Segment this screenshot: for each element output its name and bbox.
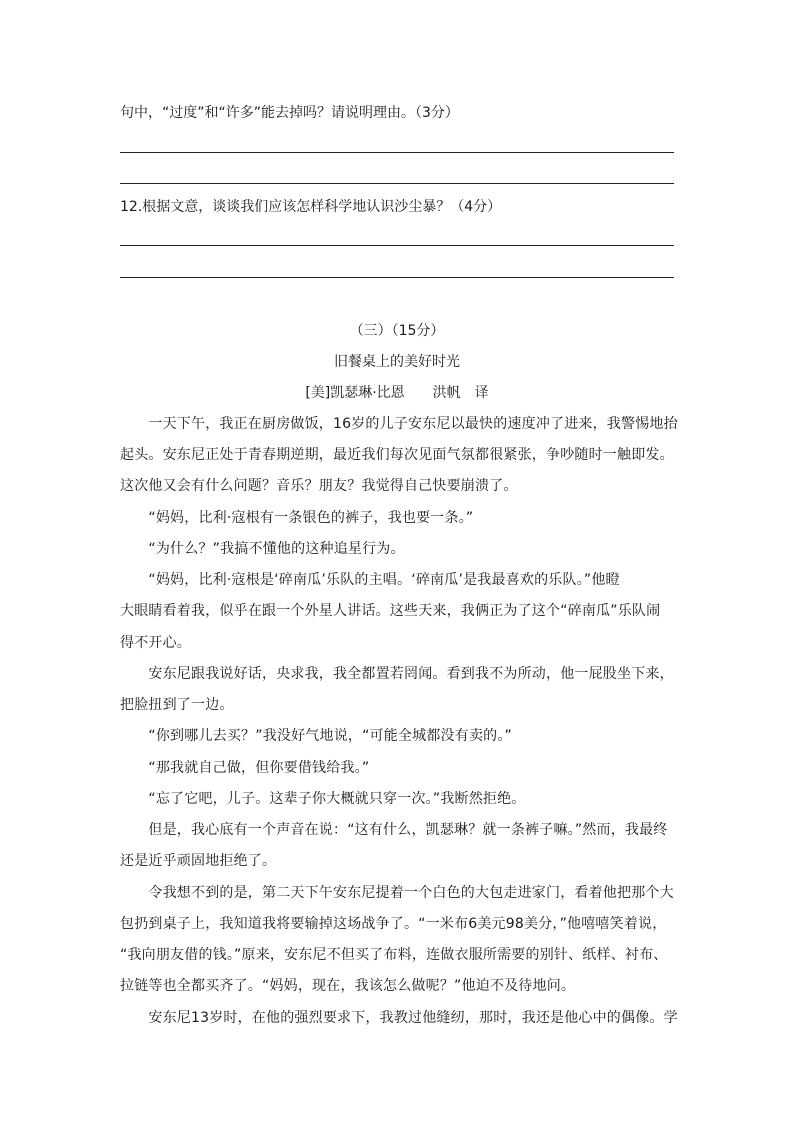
body-line: 安东尼13岁时，在他的强烈要求下，我教过他缝纫，那时，我还是他心中的偶像。学 bbox=[120, 1010, 678, 1026]
body-line: 起头。安东尼正处于青春期逆期，最近我们每次见面气氛都很紧张，争吵随时一触即发。 bbox=[120, 447, 674, 463]
body-line: “你到哪儿去买？”我没好气地说，“可能全城都没有卖的。” bbox=[120, 728, 513, 744]
question-12: 12.根据文意，谈谈我们应该怎样科学地认识沙尘暴？（4分） bbox=[120, 199, 502, 215]
answer-line[interactable] bbox=[120, 277, 674, 278]
body-line: 还是近乎顽固地拒绝了。 bbox=[120, 853, 277, 869]
body-line: 大眼睛看着我，似乎在跟一个外星人讲话。这些天来，我俩正为了这个“碎南瓜”乐队闹 bbox=[120, 603, 661, 619]
body-line: 把脸扭到了一边。 bbox=[120, 697, 234, 713]
body-line: “那我就自己做，但你要借钱给我。” bbox=[120, 760, 370, 776]
body-line: “为什么？”我搞不懂他的这种追星行为。 bbox=[120, 541, 405, 557]
body-line: 令我想不到的是，第二天下午安东尼提着一个白色的大包走进家门，看着他把那个大 bbox=[120, 885, 674, 901]
section-heading: （三）（15分） bbox=[349, 323, 445, 339]
body-line: “妈妈，比利·寇根有一条银色的裤子，我也要一条。” bbox=[120, 510, 474, 526]
answer-line[interactable] bbox=[120, 152, 674, 153]
answer-line[interactable] bbox=[120, 183, 674, 184]
body-line: 安东尼跟我说好话，央求我，我全都置若罔闻。看到我不为所动，他一屁股坐下来， bbox=[120, 666, 674, 682]
question-11-tail: 句中，“过度”和“许多”能去掉吗？请说明理由。（3分） bbox=[120, 105, 459, 121]
article-title: 旧餐桌上的美好时光 bbox=[334, 354, 460, 370]
body-line: 包扔到桌子上，我知道我将要输掉这场战争了。“一米布6美元98美分，”他嘻嘻笑着说， bbox=[120, 916, 667, 932]
body-line: “我向朋友借的钱。”原来，安东尼不但买了布料，连做衣服所需要的别针、纸样、衬布、 bbox=[120, 947, 668, 963]
article-byline: [美]凯瑟琳·比恩 洪帆 译 bbox=[305, 385, 489, 401]
body-line: “忘了它吧，儿子。这辈子你大概就只穿一次。”我断然拒绝。 bbox=[120, 791, 526, 807]
body-line: 一天下午，我正在厨房做饭，16岁的儿子安东尼以最快的速度冲了进来，我警惕地抬 bbox=[120, 416, 678, 432]
body-line: 这次他又会有什么问题？音乐？朋友？我觉得自己快要崩溃了。 bbox=[120, 478, 518, 494]
answer-line[interactable] bbox=[120, 245, 674, 246]
body-line: 得不开心。 bbox=[120, 635, 191, 651]
body-line: 但是，我心底有一个声音在说：“这有什么，凯瑟琳？就一条裤子嘛。”然而，我最终 bbox=[120, 822, 668, 838]
body-line: 拉链等也全都买齐了。“妈妈，现在，我该怎么做呢？”他迫不及待地问。 bbox=[120, 978, 576, 994]
body-line: “妈妈，比利·寇根是‘碎南瓜’乐队的主唱。‘碎南瓜’是我最喜欢的乐队。”他瞪 bbox=[120, 572, 620, 588]
